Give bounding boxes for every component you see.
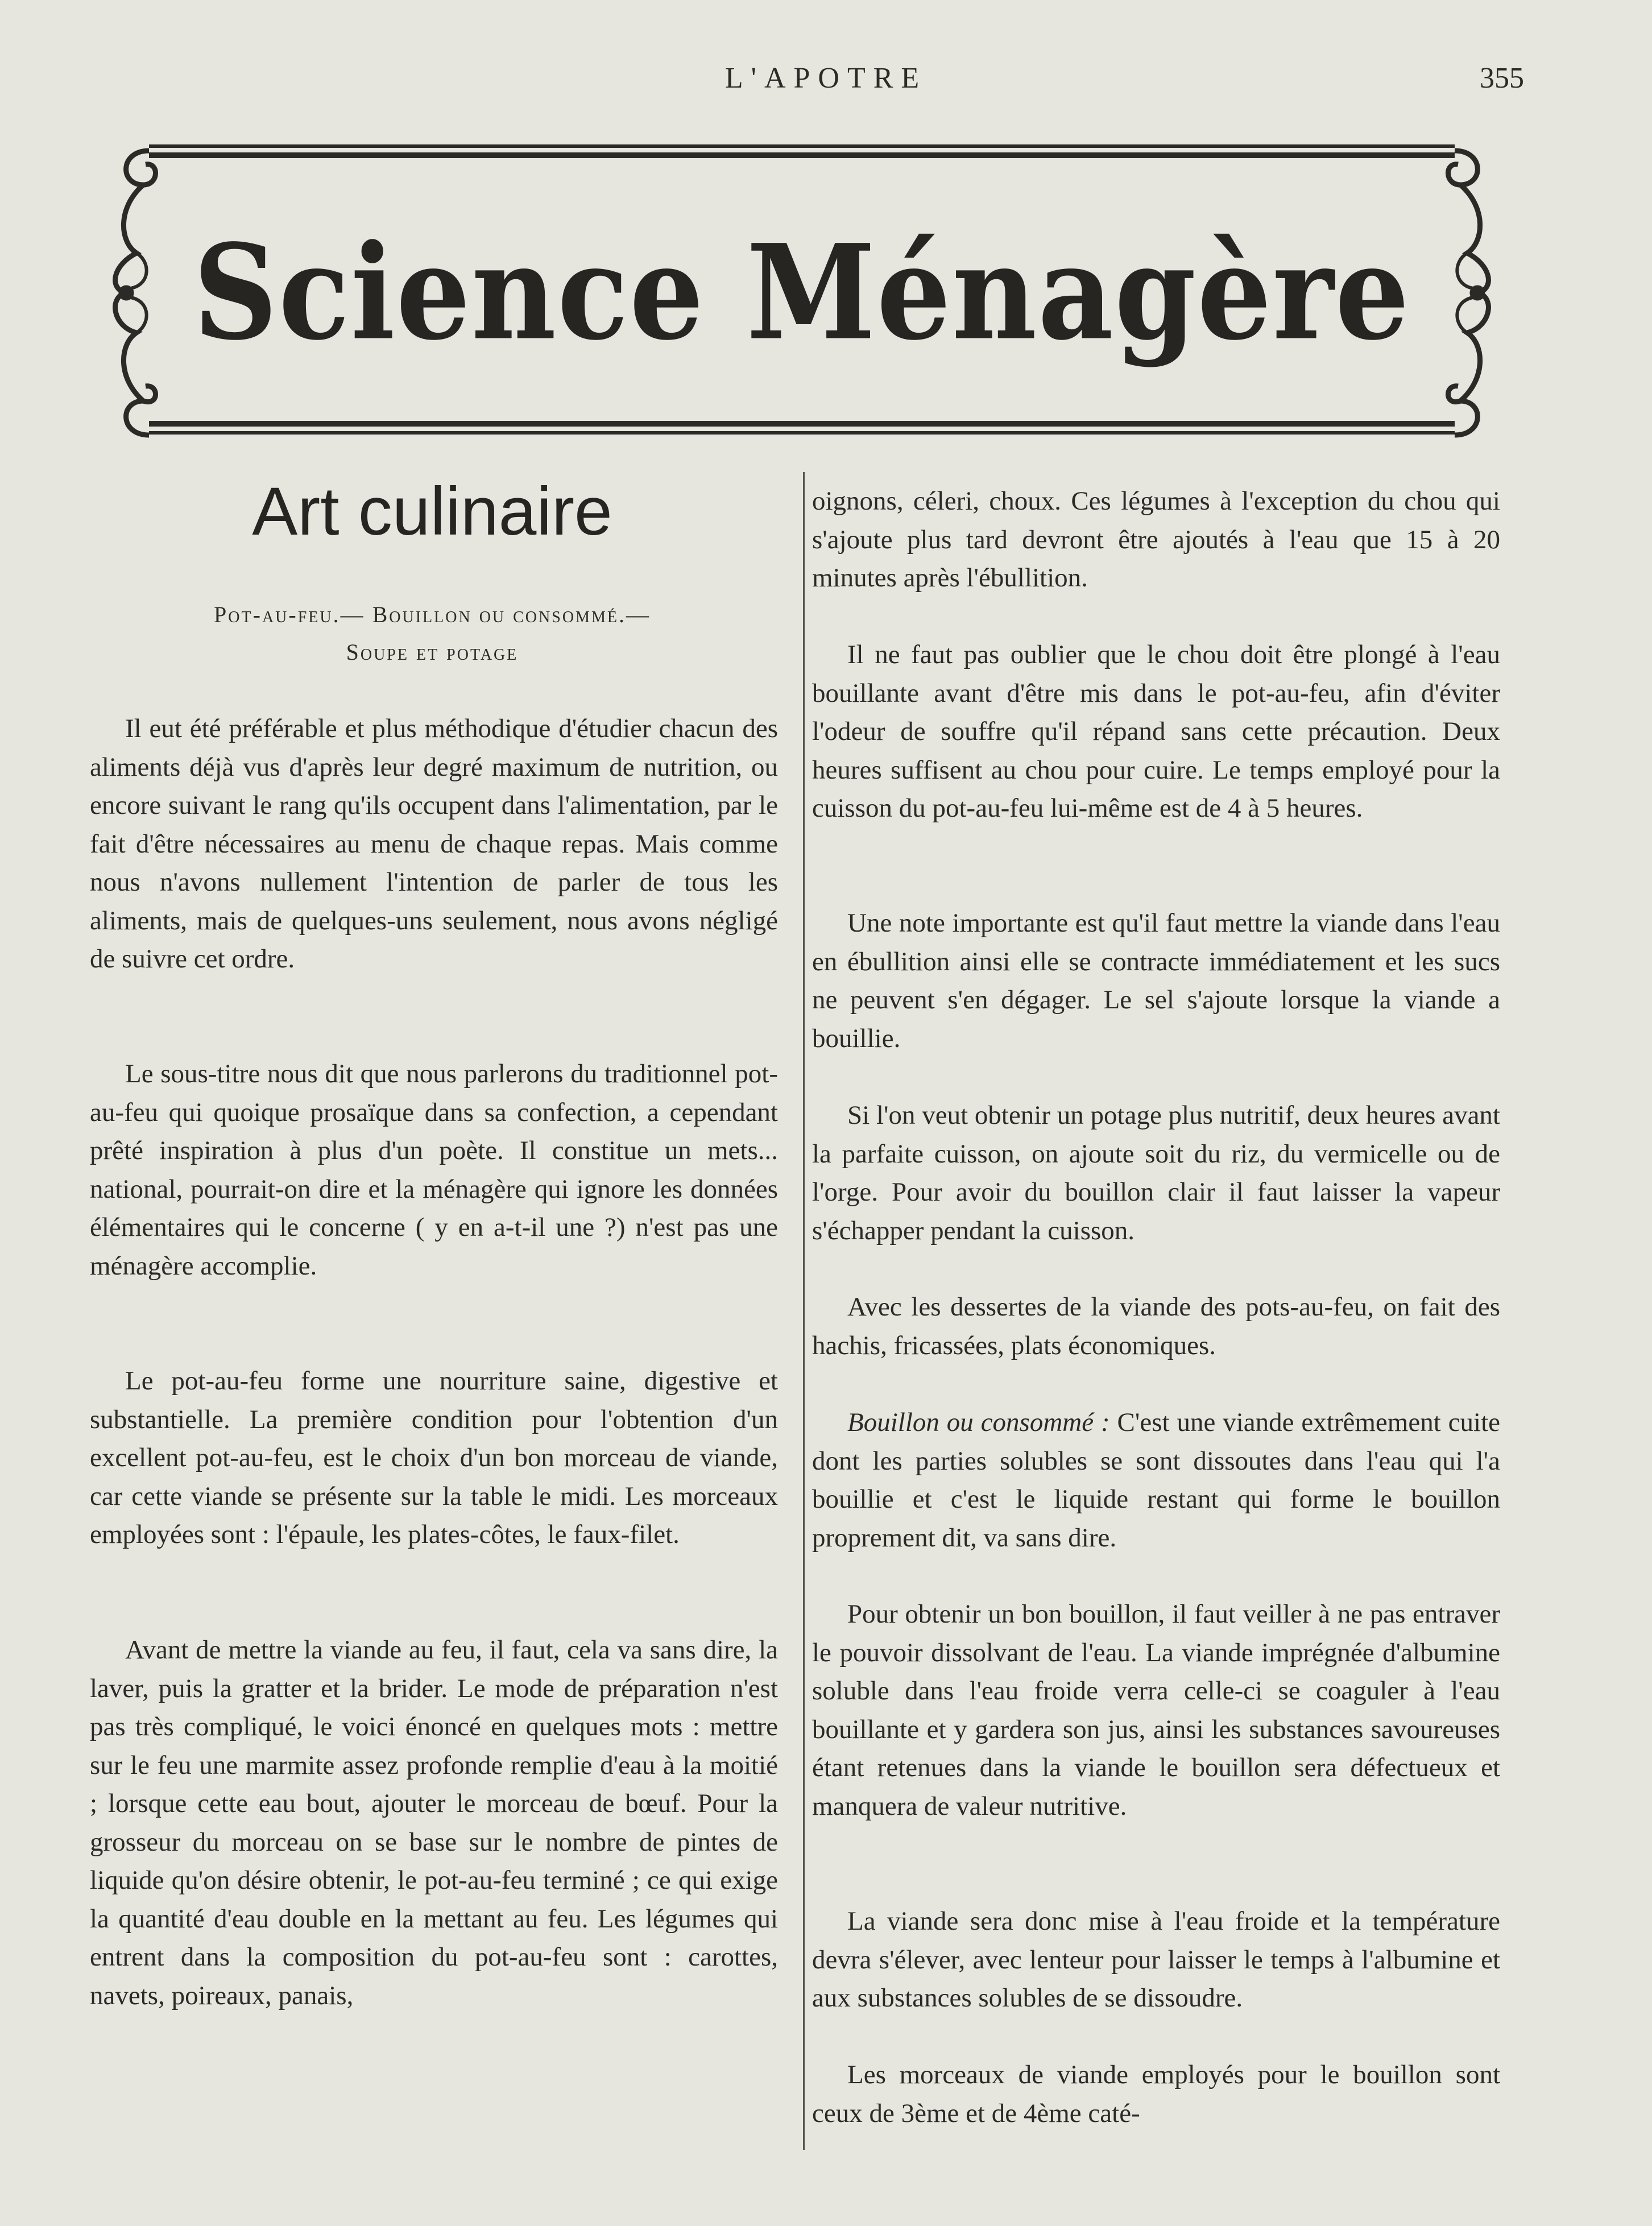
journal-title: L'APOTRE	[724, 62, 928, 94]
bouillon-label: Bouillon ou consommé :	[847, 1408, 1110, 1437]
article-subhead	[91, 596, 773, 671]
paragraph: Le sous-titre nous dit que nous parlerons du traditionnel pot-au-feu qui quoique prosaïque dans sa confection, a cependant prêté inspiration à plus d'un poète. Il constitue un mets... national, pourrait-on dire et la ménagère qui ignore les données élémentaires qui le concerne ( y en a-t-il une ?) n'est pas une ménagère accomplie.	[90, 1059, 778, 1281]
column-divider	[803, 472, 805, 2150]
article-title: Art culinaire	[252, 473, 612, 549]
section-title: Science Ménagère	[193, 216, 1411, 370]
paragraph: Avant de mettre la viande au feu, il faut, cela va sans dire, la laver, puis la gratter et la brider. Le mode de préparation n'est pas très compliqué, le voici énoncé en quelques mots : mettre sur le feu une marmite assez profonde remplie d'eau à la moitié ; lorsque cette eau bout, ajouter le morceau de bœuf. Pour la grosseur du morceau on se base sur le nombre de pintes de liquide qu'on désire obtenir, le pot-au-feu terminé ; ce qui exige la quantité d'eau double en la mettant au feu. Les légumes qui entrent dans la composition du pot-au-feu sont : carottes, navets, poireaux, panais,	[90, 1635, 778, 2010]
paragraph: Le pot-au-feu forme une nourriture saine, digestive et substantielle. La première condition pour l'obtention d'un excellent pot-au-feu, est le choix d'un bon morceau de viande, car cette viande se présente sur la table le midi. Les morceaux employées sont : l'épaule, les plates-côtes, le faux-filet.	[90, 1366, 778, 1549]
bouillon-text: C'est une viande extrêmement cuite dont les parties solubles se sont dissoutes dans l'eau qui l'a bouillie et c'est le liquide restant qui forme le bouillon proprement dit, va sans dire.	[812, 1408, 1500, 1553]
subhead-line: Soupe et potage	[346, 639, 519, 665]
title-banner	[97, 139, 1507, 446]
page-number: 355	[1480, 62, 1524, 94]
paragraph: Une note importante est qu'il faut mettre la viande dans l'eau en ébullition ainsi elle se contracte immédiatement et les sucs ne peuvent s'en dégager. Le sel s'ajoute lorsque la viande a bouillie.	[812, 908, 1500, 1053]
paragraph: oignons, céleri, choux. Ces légumes à l'exception du chou qui s'ajoute plus tard devront être ajoutés à l'eau que 15 à 20 minutes après l'ébullition.	[812, 486, 1500, 593]
paragraph: Avec les dessertes de la viande des pots-au-feu, on fait des hachis, fricassées, plats économiques.	[812, 1292, 1500, 1360]
running-head	[0, 61, 1652, 107]
paragraph: Les morceaux de viande employés pour le bouillon sont ceux de 3ème et de 4ème caté-	[812, 2060, 1500, 2128]
paragraph: Si l'on veut obtenir un potage plus nutritif, deux heures avant la parfaite cuisson, on ajoute soit du riz, du vermicelle ou de l'orge. Pour avoir du bouillon clair il faut laisser la vapeur s'échapper pendant la cuisson.	[812, 1100, 1500, 1246]
paragraph: Il eut été préférable et plus méthodique d'étudier chacun des aliments déjà vus d'après leur degré maximum de nutrition, ou encore suivant le rang qu'ils occupent dans l'alimentation, par le fait d'être nécessaires au menu de chaque repas. Mais comme nous n'avons nullement l'intention de parler de tous les aliments, mais de quelques-uns seulement, nous avons négligé de suivre cet ordre.	[90, 714, 778, 974]
paragraph: Pour obtenir un bon bouillon, il faut veiller à ne pas entraver le pouvoir dissolvant de l'eau. La viande imprégnée d'albumine soluble dans l'eau froide verra celle-ci se coaguler à l'eau bouillante et y gardera son jus, ainsi les substances savoureuses étant retenues dans la viande le bouillon sera défectueux et manquera de valeur nutritive.	[812, 1599, 1500, 1821]
paragraph-bouillon	[812, 1404, 1500, 1557]
paragraph: Il ne faut pas oublier que le chou doit être plongé à l'eau bouillante avant d'être mis dans le pot-au-feu, afin d'éviter l'odeur de souffre qu'il répand sans cette précaution. Deux heures suffisent au chou pour cuire. Le temps employé pour la cuisson du pot-au-feu lui-même est de 4 à 5 heures.	[812, 640, 1500, 823]
subhead-line: Pot-au-feu.— Bouillon ou consommé.—	[214, 602, 651, 627]
paragraph: La viande sera donc mise à l'eau froide et la température devra s'élever, avec lenteur pour laisser le temps à l'albumine et aux substances solubles de se dissoudre.	[812, 1906, 1500, 2013]
